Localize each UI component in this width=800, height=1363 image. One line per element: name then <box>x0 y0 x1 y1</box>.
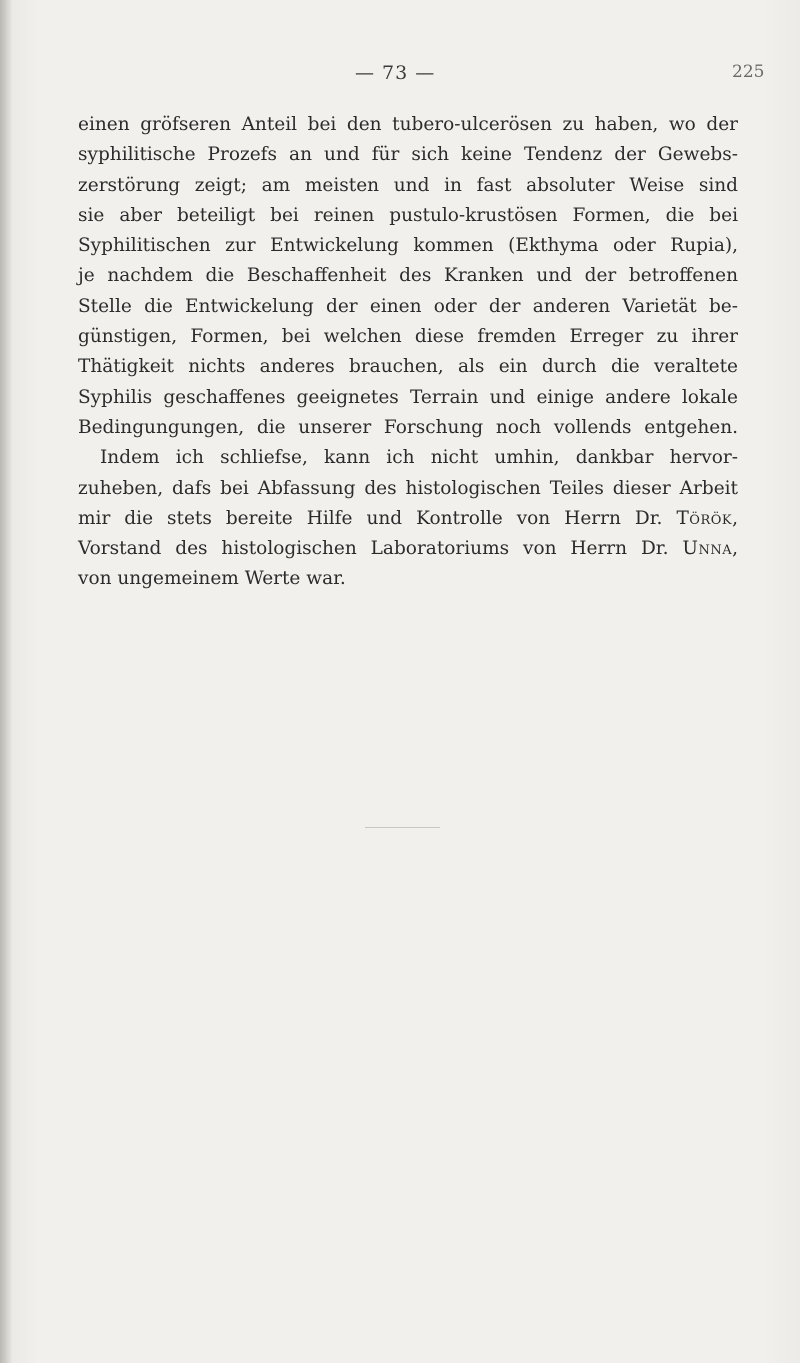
body-paragraphs <box>78 110 738 595</box>
text-line: je nachdem die Beschaffenheit des Kranken und der betroffenen <box>78 265 738 287</box>
text-line: sie aber beteiligt bei reinen pustulo-krustösen Formen, die bei <box>78 204 738 226</box>
punctuation: , <box>732 507 739 529</box>
text-line: zerstörung zeigt; am meisten und in fast absoluter Weise sind <box>78 174 738 196</box>
binding-gutter-shadow <box>0 0 12 1363</box>
person-name-torok: Török <box>676 507 733 529</box>
text-line: syphilitische Prozefs an und für sich keine Tendenz der Gewebs- <box>78 144 738 166</box>
person-name-unna: Unna <box>682 538 733 560</box>
page-number: — 73 — <box>355 62 436 84</box>
text-line: einen gröfseren Anteil bei den tubero-ulcerösen zu haben, wo der <box>78 114 738 135</box>
text-line: Bedingungungen, die unserer Forschung noch vollends entgehen. <box>78 416 738 438</box>
archive-page-number: 225 <box>732 62 765 82</box>
text-line: Syphilitischen zur Entwickelung kommen (Ekthyma oder Rupia), <box>78 235 738 257</box>
section-divider <box>365 827 440 828</box>
text-fragment: Vorstand des histologischen Laboratoriums von Herrn Dr. <box>78 538 669 560</box>
text-line: zuheben, dafs bei Abfassung des histologischen Teiles dieser Arbeit <box>78 477 738 499</box>
text-line: Syphilis geschaffenes geeignetes Terrain und einige andere lokale <box>78 386 738 408</box>
text-line: günstigen, Formen, bei welchen diese fremden Erreger zu ihrer <box>78 326 738 348</box>
punctuation: , <box>732 538 738 560</box>
text-fragment: mir die stets bereite Hilfe und Kontrolle von Herrn Dr. <box>78 507 663 529</box>
text-line-with-name <box>78 534 738 564</box>
text-line: von ungemeinem Werte war. <box>78 568 346 590</box>
text-line-with-name <box>78 504 738 534</box>
text-line: Stelle die Entwickelung der einen oder der anderen Varietät be- <box>78 295 738 317</box>
text-line: Indem ich schliefse, kann ich nicht umhin, dankbar hervor- <box>100 447 738 469</box>
page-header <box>0 62 800 90</box>
text-line: Thätigkeit nichts anderes brauchen, als ein durch die veraltete <box>78 356 738 378</box>
